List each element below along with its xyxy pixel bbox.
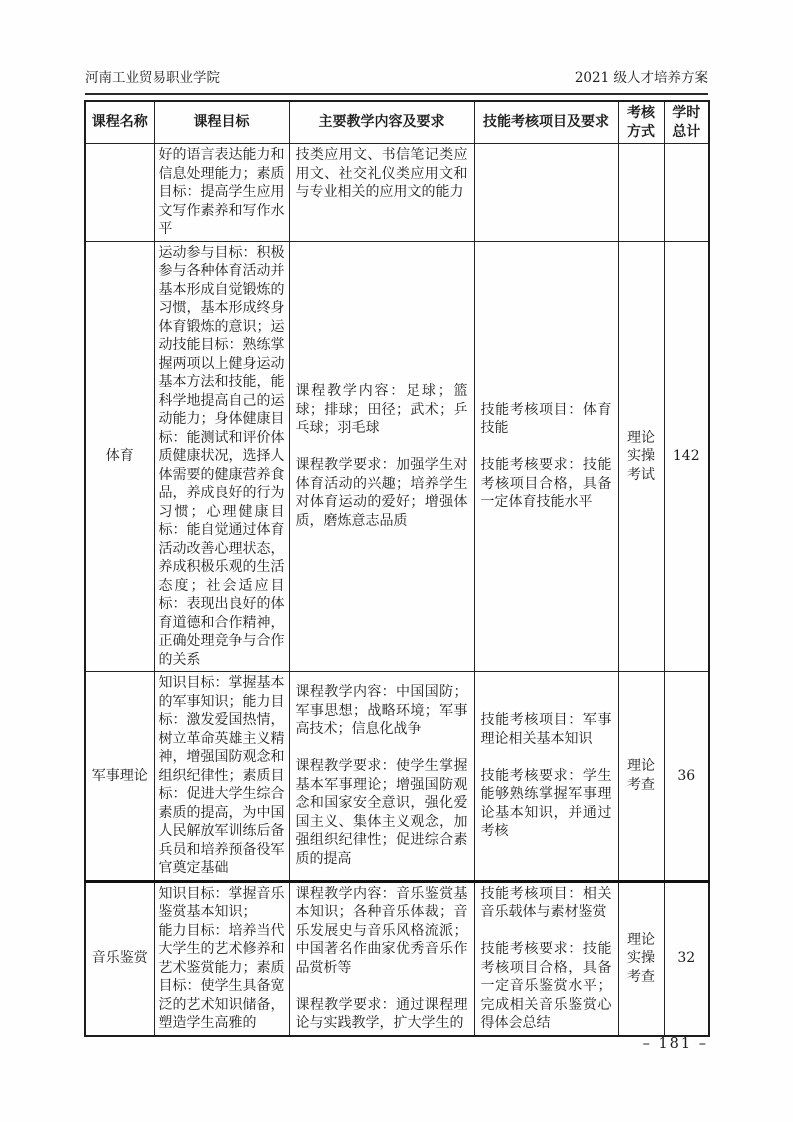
header-rule: [85, 93, 708, 95]
content-text: 课程教学内容：中国国防；军事思想；战略环境；军事高技术；信息化战争: [295, 684, 468, 738]
cell-teaching-content: [289, 672, 474, 882]
cell-total-hours: 32: [664, 881, 709, 1036]
cell-objectives: [154, 144, 289, 242]
cell-teaching-content: [289, 881, 474, 1036]
method-line: 理论: [627, 429, 655, 446]
assessment-text: 技能考核要求：技能考核项目合格，具备一定音乐鉴赏水平；完成相关音乐鉴赏心得体会总结: [480, 941, 612, 1031]
running-head-left: 河南工业贸易职业学院: [85, 70, 220, 86]
assessment-text: 技能考核项目：相关音乐载体与素材鉴赏: [480, 885, 612, 920]
header-total-hours: 学时总计: [664, 101, 709, 144]
content-text: 课程教学要求：加强学生对体育活动的兴趣；培养学生对体育运动的爱好；增强体质，磨炼意志品质: [295, 457, 468, 529]
table-row: [85, 881, 709, 1036]
method-line: 考试: [627, 466, 655, 483]
method-line: 考查: [627, 968, 655, 985]
course-table: [84, 100, 710, 1037]
cell-course-name: [85, 144, 154, 242]
method-line: 理论: [627, 931, 655, 948]
objectives-text: 知识目标：掌握基本的军事知识；能力目标：激发爱国热情，树立革命英雄主义精神，增强国防观念和组织纪律性；素质目标：促进大学生综合素质的提高，为中国人民解放军训练后备兵员和培养预备役军官奠定基础: [158, 675, 285, 876]
method-line: 实操: [627, 950, 655, 967]
content-text: 课程教学内容：足球；篮球；排球；田径；武术；乒乓球；羽毛球: [295, 383, 468, 437]
content-text: 课程教学要求：使学生掌握基本军事理论；增强国防观念和国家安全意识，强化爱国主义、集体主义观念，加强组织纪律性；促进综合素质的提高: [295, 758, 468, 867]
content-text: 课程教学内容：音乐鉴赏基本知识；各种音乐体裁；音乐发展史与音乐风格流派；中国著名作曲家优秀音乐作品赏析等: [295, 885, 468, 976]
objectives-text: 知识目标：掌握音乐鉴赏基本知识；: [158, 885, 285, 920]
objectives-text: 好的语言表达能力和信息处理能力；素质目标：提高学生应用文写作素养和写作水平: [158, 147, 285, 237]
running-head-right: 2021 级人才培养方案: [574, 70, 708, 86]
header-course-objectives: 课程目标: [154, 101, 289, 144]
assessment-text: 技能考核要求：技能考核项目合格，具备一定体育技能水平: [480, 457, 612, 511]
cell-total-hours: 36: [664, 672, 709, 882]
cell-course-name: 军事理论: [85, 672, 154, 882]
assessment-text: 技能考核项目：体育技能: [480, 401, 612, 437]
cell-total-hours: 142: [664, 241, 709, 672]
running-head: [85, 70, 708, 86]
content-text: 课程教学要求：通过课程理论与实践教学，扩大学生的: [295, 996, 468, 1031]
objectives-text: 运动参与目标：积极参与各种体育活动并基本形成自觉锻炼的习惯，基本形成终身体育锻炼的意识；运动技能目标：熟练掌握两项以上健身运动基本方法和技能，能科学地提高自己的运动能力；身体健康目标：能测试和评价体质健康状况，选择人体需要的健康营养食品，养成良好的行为习惯；心理健康目标：能自觉通过体育活动改善心理状态，养成积极乐观的生活态度；社会适应目标：表现出良好的体育道德和合作精神，正确处理竞争与合作的关系: [158, 244, 285, 668]
cell-assessment-method: [618, 241, 664, 672]
cell-course-name: 音乐鉴赏: [85, 881, 154, 1036]
cell-objectives: [154, 241, 289, 672]
table-row: [85, 241, 709, 672]
cell-teaching-content: [289, 241, 474, 672]
cell-objectives: [154, 672, 289, 882]
cell-assessment-method: [618, 881, 664, 1036]
cell-skill-assessment: [474, 672, 618, 882]
cell-objectives: [154, 881, 289, 1036]
header-skill-assessment: 技能考核项目及要求: [474, 101, 618, 144]
assessment-text: 技能考核项目：军事理论相关基本知识: [480, 712, 612, 747]
method-line: 理论: [627, 758, 655, 775]
header-assessment-method: 考核方式: [618, 101, 664, 144]
cell-teaching-content: [289, 144, 474, 242]
cell-skill-assessment: [474, 144, 618, 242]
table-row: [85, 144, 709, 242]
table-header-row: [85, 101, 709, 144]
assessment-text: 技能考核要求：学生能够熟练掌握军事理论基本知识，并通过考核: [480, 767, 612, 839]
cell-total-hours: [664, 144, 709, 242]
cell-course-name: 体育: [85, 241, 154, 672]
content-text: 技类应用文、书信笔记类应用文、社交礼仪类应用文和与专业相关的应用文的能力: [295, 147, 468, 200]
objectives-text: 能力目标：培养当代大学生的艺术修养和艺术鉴赏能力；素质目标：使学生具备宽泛的艺术知识储备，塑造学生高雅的: [158, 922, 285, 1031]
cell-skill-assessment: [474, 881, 618, 1036]
cell-assessment-method: [618, 672, 664, 882]
header-teaching-content: 主要教学内容及要求: [289, 101, 474, 144]
header-course-name: 课程名称: [85, 101, 154, 144]
page-number: – 181 –: [642, 1036, 708, 1052]
cell-assessment-method: [618, 144, 664, 242]
method-line: 考查: [627, 776, 655, 793]
cell-skill-assessment: [474, 241, 618, 672]
table-row: [85, 672, 709, 882]
method-line: 实操: [627, 448, 655, 464]
